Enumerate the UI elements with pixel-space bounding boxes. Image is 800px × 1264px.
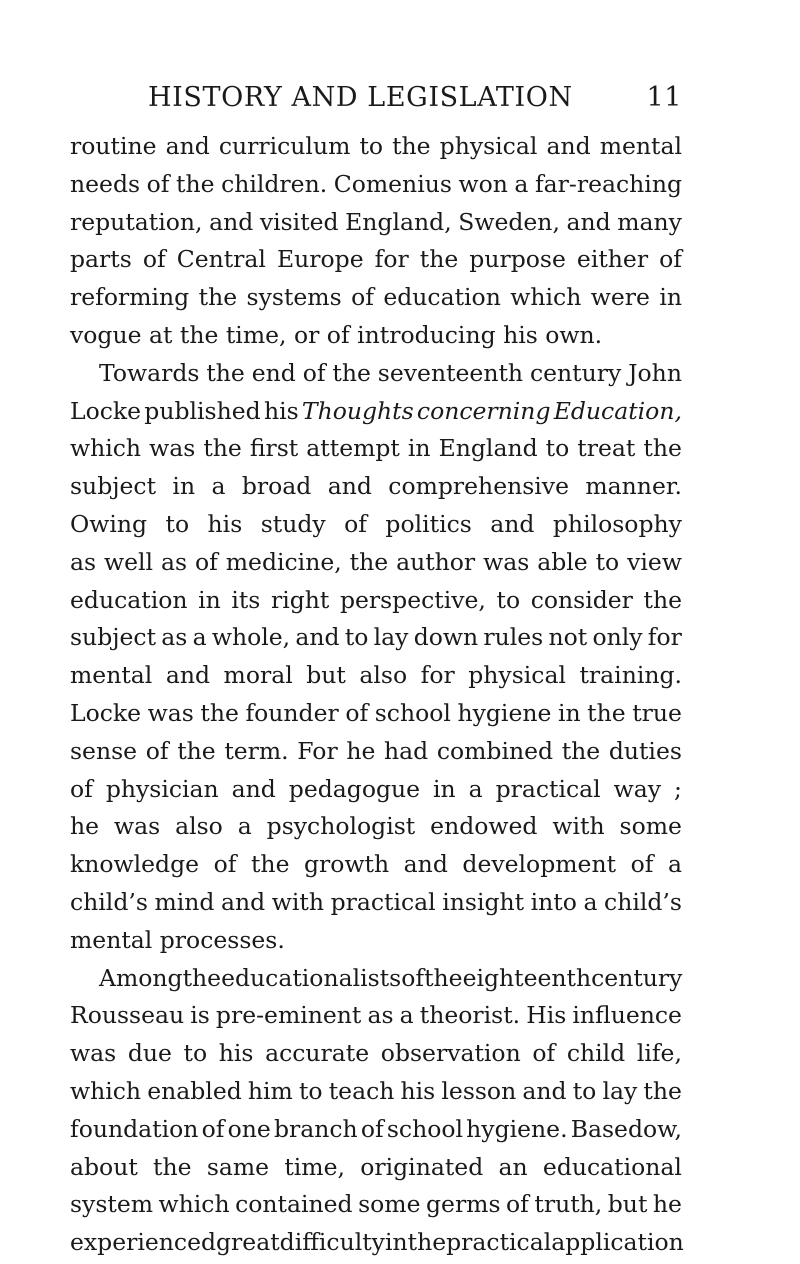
text-line: vogue at the time, or of introducing his own. xyxy=(70,320,603,349)
body-text xyxy=(70,128,682,1262)
text-line: Locke was the founder of school hygiene in the true xyxy=(70,698,682,727)
text-line: mental and moral but also for physical training. xyxy=(70,661,682,690)
text-line: Locke published his Thoughts concerning Education, xyxy=(70,396,682,425)
text-line: Owing to his study of politics and philosophy xyxy=(70,509,682,538)
text-line: Among the educationalists of the eighteenth century xyxy=(99,963,683,992)
text-line: of physician and pedagogue in a practical way ; xyxy=(70,774,682,803)
text-line: needs of the children. Comenius won a far-reaching xyxy=(70,169,682,198)
text-line: subject in a broad and comprehensive manner. xyxy=(70,472,682,501)
text-line: reputation, and visited England, Sweden, and many xyxy=(70,207,682,236)
text-line: Towards the end of the seventeenth century John xyxy=(99,358,682,387)
text-line: Rousseau is pre-eminent as a theorist. His influence xyxy=(70,1001,682,1030)
text-line: as well as of medicine, the author was able to view xyxy=(70,547,682,576)
text-line: reforming the systems of education which were in xyxy=(70,283,682,312)
text-line: routine and curriculum to the physical and mental xyxy=(70,132,682,160)
running-head-title: HISTORY AND LEGISLATION xyxy=(148,82,573,113)
text-line: experienced great difficulty in the practical application xyxy=(70,1228,684,1257)
text-line: mental processes. xyxy=(70,925,285,954)
text-line: which enabled him to teach his lesson and to lay the xyxy=(70,1076,682,1105)
text-line: which was the first attempt in England to treat the xyxy=(70,434,682,463)
text-line: child’s mind and with practical insight into a child’s xyxy=(70,887,682,916)
text-line: knowledge of the growth and development of a xyxy=(70,850,682,879)
text-line: foundation of one branch of school hygiene. Basedow, xyxy=(70,1114,682,1143)
text-line: he was also a psychologist endowed with some xyxy=(70,812,682,841)
text-line: subject as a whole, and to lay down rules not only for xyxy=(70,623,682,652)
text-line: education in its right perspective, to consider the xyxy=(70,585,682,614)
text-line: was due to his accurate observation of child life, xyxy=(70,1039,682,1068)
text-line: parts of Central Europe for the purpose either of xyxy=(70,245,682,274)
text-line: system which contained some germs of truth, but he xyxy=(70,1190,682,1219)
text-line: about the same time, originated an educational xyxy=(70,1152,682,1181)
text-line: sense of the term. For he had combined the duties xyxy=(70,736,682,765)
page-number: 11 xyxy=(646,82,682,113)
